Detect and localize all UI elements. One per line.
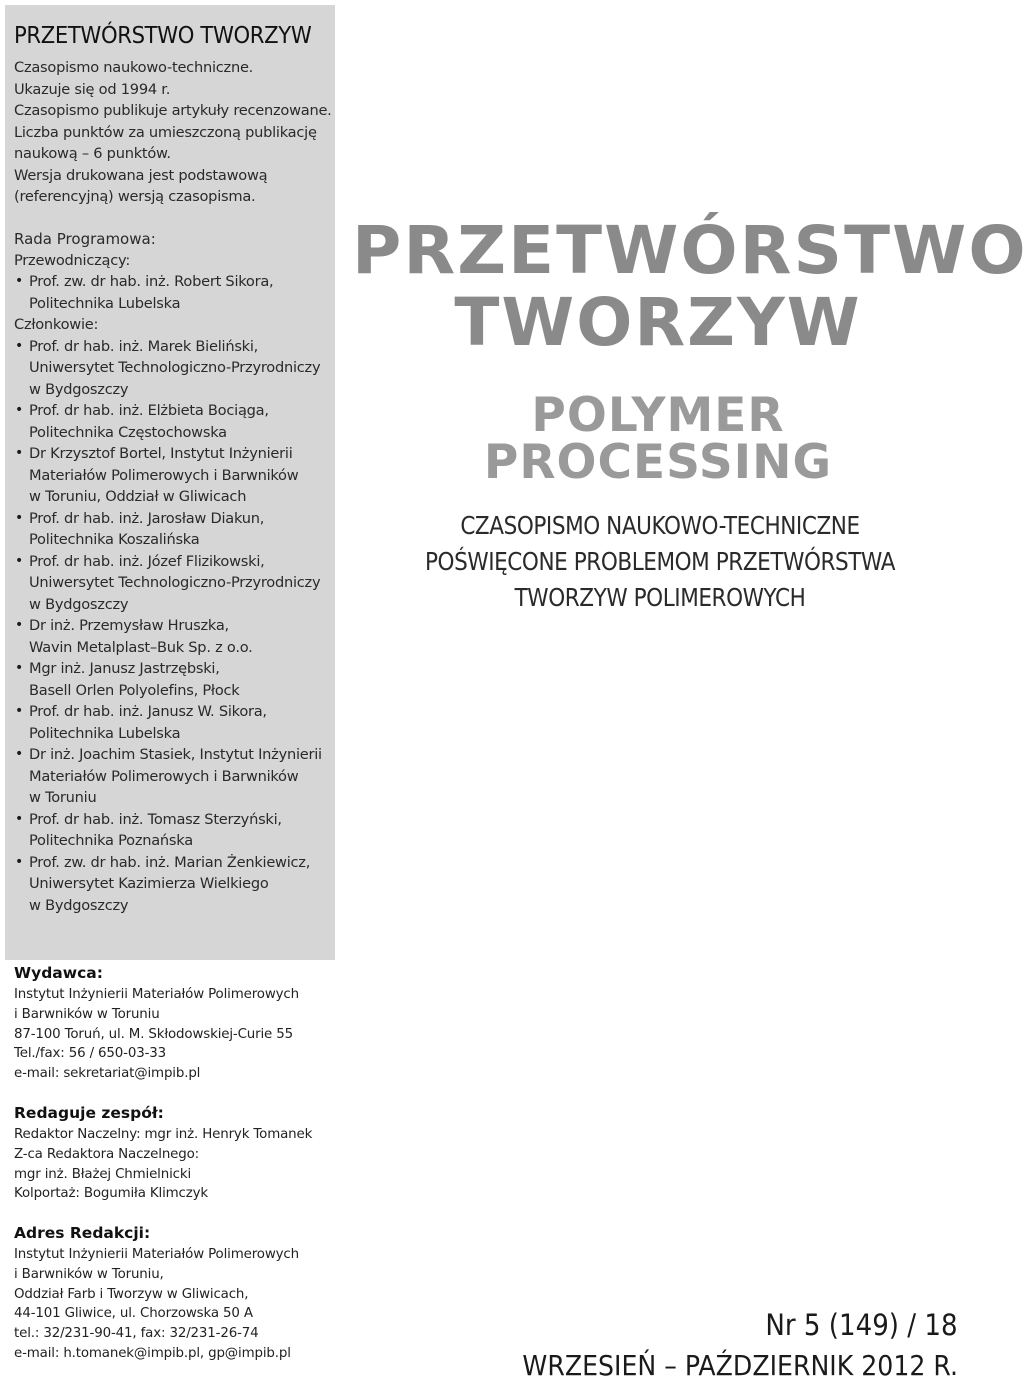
member-affiliation: Politechnika Lubelska — [29, 294, 181, 312]
journal-intro — [14, 57, 332, 208]
publisher-line: Instytut Inżynierii Materiałów Polimerowych — [14, 987, 299, 1002]
cover-subtitle — [360, 508, 960, 616]
bullet-icon: • — [15, 445, 24, 461]
member-name: Prof. dr hab. inż. Elżbieta Bociąga, — [29, 402, 269, 419]
address-email[interactable]: e-mail: h.tomanek@impib.pl, gp@impib.pl — [14, 1345, 291, 1361]
editorial-heading: Redaguje zespół: — [14, 1104, 164, 1122]
member-affiliation: Politechnika Częstochowska — [29, 423, 227, 441]
address-block — [14, 1222, 334, 1364]
intro-line: (referencyjną) wersją czasopisma. — [14, 188, 256, 205]
board-member — [14, 400, 327, 443]
board-member — [14, 508, 327, 551]
board-member-chair — [14, 271, 327, 314]
journal-name: PRZETWÓRSTWO TWORZYW — [14, 23, 312, 49]
publisher-line: i Barwników w Toruniu — [14, 1006, 160, 1022]
board-member — [14, 701, 327, 744]
bullet-icon: • — [15, 509, 24, 526]
members-list — [14, 336, 327, 917]
bullet-icon: • — [15, 703, 24, 719]
member-affiliation: Uniwersytet Technologiczno-Przyrodniczy — [29, 359, 321, 376]
address-line: Oddział Farb i Tworzyw w Gliwicach, — [14, 1286, 249, 1302]
bullet-icon: • — [15, 660, 24, 676]
members-heading: Członkowie: — [14, 316, 99, 333]
publisher-line: Tel./fax: 56 / 650-03-33 — [14, 1046, 167, 1062]
subtitle-line: TWORZYW POLIMEROWYCH — [514, 583, 806, 612]
member-name: Prof. dr hab. inż. Jarosław Diakun, — [29, 509, 265, 527]
chair-heading: Przewodniczący: — [14, 251, 131, 269]
board-member — [14, 809, 327, 852]
member-affiliation: Uniwersytet Technologiczno-Przyrodniczy — [29, 574, 321, 591]
intro-line: Wersja drukowana jest podstawową — [14, 166, 268, 184]
board-member — [14, 658, 327, 701]
issue-date: WRZESIEŃ – PAŹDZIERNIK 2012 R. — [522, 1349, 958, 1382]
member-affiliation: Politechnika Koszalińska — [29, 531, 200, 548]
bullet-icon: • — [15, 337, 24, 354]
editorial-line: Kolportaż: Bogumiła Klimczyk — [14, 1186, 209, 1202]
bullet-icon: • — [15, 853, 24, 870]
member-affiliation: w Toruniu — [29, 789, 97, 806]
member-name: Prof. zw. dr hab. inż. Robert Sikora, — [29, 273, 274, 290]
subtitle-line: POŚWIĘCONE PROBLEMOM PRZETWÓRSTWA — [424, 547, 896, 576]
member-affiliation: w Bydgoszczy — [29, 595, 129, 613]
member-name: Prof. dr hab. inż. Janusz W. Sikora, — [29, 703, 267, 720]
member-name: Prof. dr hab. inż. Tomasz Sterzyński, — [29, 810, 282, 828]
cover-title-line2: TWORZYW — [454, 284, 862, 361]
member-name: Dr Krzysztof Bortel, Instytut Inżynierii — [29, 445, 293, 462]
publisher-line: 87-100 Toruń, ul. M. Skłodowskiej-Curie 55 — [14, 1026, 293, 1042]
board-member — [14, 615, 327, 658]
intro-line: Czasopismo publikuje artykuły recenzowane. — [14, 102, 332, 119]
address-line: Instytut Inżynierii Materiałów Polimerowych — [14, 1247, 299, 1262]
editorial-board-panel — [5, 5, 335, 960]
editorial-line: mgr inż. Błażej Chmielnicki — [14, 1166, 192, 1182]
member-affiliation: Politechnika Poznańska — [29, 832, 193, 849]
address-line: i Barwników w Toruniu, — [14, 1266, 164, 1282]
intro-line: Liczba punktów za umieszczoną publikację — [14, 123, 317, 141]
member-affiliation: Materiałów Polimerowych i Barwników — [29, 767, 299, 785]
intro-line: naukową – 6 punktów. — [14, 145, 171, 162]
address-line: 44-101 Gliwice, ul. Chorzowska 50 A — [14, 1306, 253, 1322]
member-name: Mgr inż. Janusz Jastrzębski, — [29, 660, 220, 677]
member-name: Dr inż. Przemysław Hruszka, — [29, 617, 229, 634]
member-affiliation: w Bydgoszczy — [29, 380, 129, 398]
member-affiliation: Wavin Metalplast–Buk Sp. z o.o. — [29, 638, 253, 656]
bullet-icon: • — [15, 552, 24, 569]
subtitle-line: CZASOPISMO NAUKOWO-TECHNICZNE — [460, 511, 860, 540]
member-affiliation: Basell Orlen Polyolefins, Płock — [29, 681, 240, 699]
address-heading: Adres Redakcji: — [14, 1224, 151, 1242]
member-affiliation: Materiałów Polimerowych i Barwników — [29, 466, 299, 484]
board-member — [14, 744, 327, 809]
publisher-email[interactable]: e-mail: sekretariat@impib.pl — [14, 1066, 201, 1082]
member-affiliation: w Toruniu, Oddział w Gliwicach — [29, 488, 247, 505]
bullet-icon: • — [15, 746, 24, 762]
board-member — [14, 336, 327, 401]
editorial-line: Redaktor Naczelny: mgr inż. Henryk Tomanek — [14, 1127, 313, 1142]
editorial-team-block — [14, 1102, 334, 1204]
member-affiliation: Politechnika Lubelska — [29, 724, 181, 742]
member-name: Prof. dr hab. inż. Marek Bieliński, — [29, 337, 259, 355]
bullet-icon: • — [15, 810, 24, 827]
address-line: tel.: 32/231-90-41, fax: 32/231-26-74 — [14, 1326, 259, 1342]
bullet-icon: • — [15, 617, 24, 633]
board-heading: Rada Programowa: — [14, 229, 156, 248]
cover-title-line1: PRZETWÓRSTWO — [352, 212, 1028, 289]
bullet-icon: • — [15, 273, 24, 289]
editorial-line: Z-ca Redaktora Naczelnego: — [14, 1146, 200, 1162]
intro-line: Czasopismo naukowo-techniczne. — [14, 59, 254, 76]
member-name: Prof. dr hab. inż. Józef Flizikowski, — [29, 552, 265, 570]
cover-title-english: POLYMER PROCESSING — [483, 388, 833, 490]
intro-line: Ukazuje się od 1994 r. — [14, 80, 171, 98]
board-member — [14, 443, 327, 508]
board-member — [14, 551, 327, 616]
member-affiliation: w Bydgoszczy — [29, 896, 129, 914]
board-member — [14, 852, 327, 917]
member-name: Dr inż. Joachim Stasiek, Instytut Inżynierii — [29, 746, 322, 763]
publisher-block — [14, 962, 334, 1084]
member-name: Prof. zw. dr hab. inż. Marian Żenkiewicz, — [29, 853, 311, 871]
issue-number: Nr 5 (149) / 18 — [765, 1308, 958, 1342]
member-affiliation: Uniwersytet Kazimierza Wielkiego — [29, 875, 269, 892]
publisher-heading: Wydawca: — [14, 964, 103, 982]
bullet-icon: • — [15, 402, 24, 418]
